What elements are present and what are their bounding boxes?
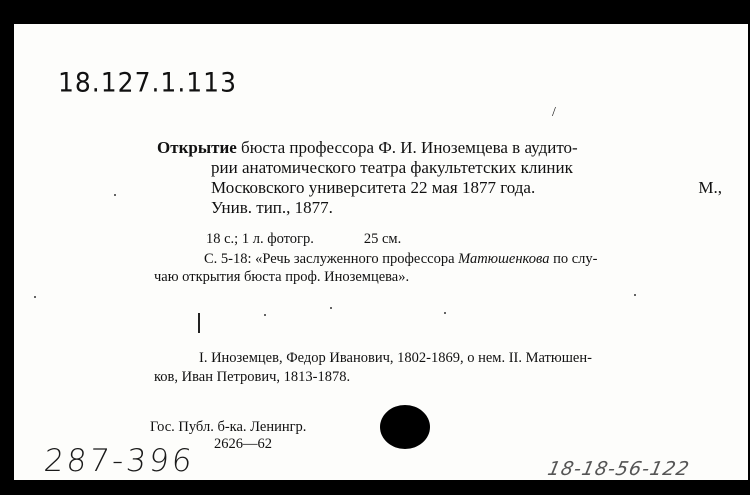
speck	[264, 314, 266, 316]
punch-hole	[380, 405, 430, 449]
handwritten-number-right: 18-18-56-122	[545, 458, 692, 480]
note-text-end: по слу-	[549, 251, 598, 267]
collation-pages: 18 с.; 1 л. фотогр.	[206, 231, 314, 247]
accession-number: 2626—62	[214, 436, 272, 452]
collation-size: 25 см.	[363, 231, 402, 247]
contents-note	[154, 250, 734, 286]
call-number: 18.127.1.113	[58, 67, 237, 98]
title-text-3: Московского университета 22 мая 1877 года.	[211, 178, 536, 197]
note-italic-name: Матюшенкова	[458, 251, 550, 267]
speck	[634, 294, 636, 296]
pencil-mark: /	[552, 105, 556, 120]
subject-tracings	[154, 349, 734, 387]
place: М.,	[698, 178, 722, 197]
entry-heading: Открытие	[157, 138, 237, 157]
library-name: Гос. Публ. б-ка. Ленингр.	[150, 419, 307, 435]
subject-line-2: ков, Иван Петрович, 1813-1878.	[154, 369, 351, 385]
publisher: Унив. тип., 1877.	[211, 198, 333, 217]
note-line-2: чаю открытия бюста проф. Иноземцева».	[154, 269, 410, 285]
speck	[330, 307, 332, 309]
title-line-2: рии анатомического театра факультетских клиник	[211, 158, 573, 177]
speck	[34, 296, 36, 298]
title-text: бюста профессора Ф. И. Иноземцева в аудито-	[236, 138, 578, 157]
note-text: С. 5-18: «Речь заслуженного профессора	[204, 251, 459, 267]
speck	[114, 194, 116, 196]
subject-line-1: I. Иноземцев, Федор Иванович, 1802-1869, о нем. II. Матюшен-	[199, 350, 592, 366]
title-entry	[157, 138, 732, 218]
title-line-1	[157, 138, 732, 158]
collation	[206, 231, 401, 248]
pencil-tick	[198, 313, 200, 333]
handwritten-number-left: 287-396	[42, 443, 197, 479]
catalog-card	[14, 24, 748, 480]
title-line-3	[157, 178, 732, 198]
speck	[444, 312, 446, 314]
note-line-1	[154, 250, 734, 268]
